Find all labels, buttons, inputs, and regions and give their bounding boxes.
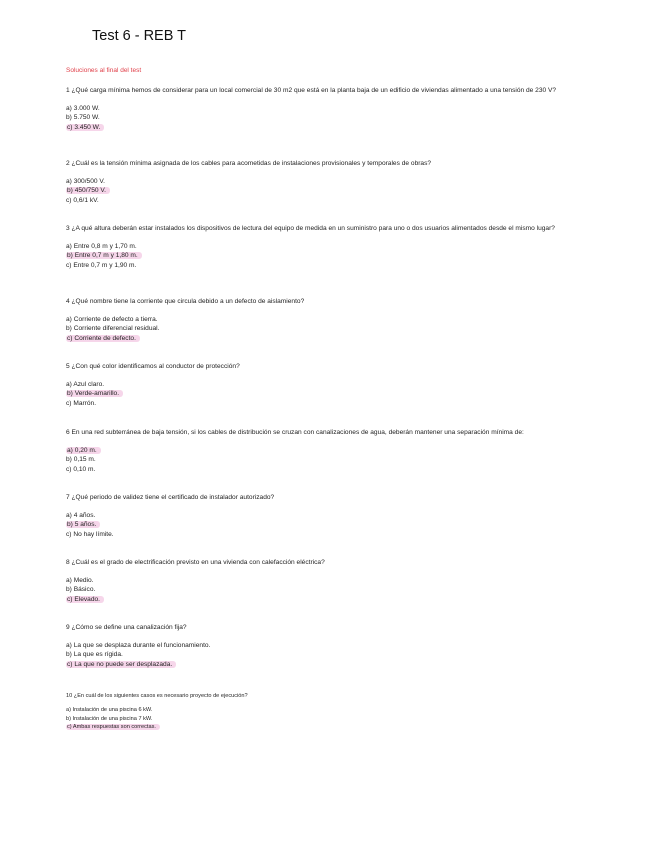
options-list (66, 706, 606, 731)
question-text: 10 ¿En cuál de los siguientes casos es necesario proyecto de ejecución? (66, 693, 248, 699)
option-b: b) Básico. (66, 586, 96, 594)
option-c: c) Entre 0,7 m y 1,90 m. (66, 261, 137, 269)
question-text: 2 ¿Cuál es la tensión mínima asignada de los cables para acometidas de instalaciones provisionales y temporales de obras? (66, 160, 432, 167)
question-8 (66, 558, 606, 604)
question-text: 3 ¿A qué altura deberán estar instalados los dispositivos de lectura del equipo de medida en un suministro para uno o dos usuarios alimentados desde el mismo lugar? (66, 225, 555, 232)
question-9 (66, 623, 606, 669)
option-b-correct: b) Entre 0,7 m y 1,80 m. (66, 251, 606, 261)
option-c: c) No hay límite. (66, 530, 114, 538)
question-2 (66, 159, 606, 205)
question-text: 7 ¿Qué periodo de validez tiene el certificado de instalador autorizado? (66, 494, 275, 501)
options-list (66, 380, 606, 409)
question-text: 1 ¿Qué carga mínima hemos de considerar para un local comercial de 30 m2 que está en la planta baja de un edificio de viviendas alimentado a una tensión de 230 V? (66, 87, 557, 94)
question-10 (66, 692, 606, 732)
question-1 (66, 86, 606, 132)
option-a: a) Entre 0,8 m y 1,70 m. (66, 242, 137, 250)
option-a: a) Instalación de una piscina 6 kW. (66, 707, 153, 714)
option-b-correct: b) 450/750 V. (66, 186, 606, 196)
option-a: a) Medio. (66, 576, 94, 584)
option-c-correct: c) Corriente de defecto. (66, 334, 606, 344)
question-4 (66, 297, 606, 343)
option-c-correct: c) 3.450 W. (66, 123, 606, 133)
option-b: b) Instalación de una piscina 7 kW. (66, 715, 153, 722)
option-a: a) La que se desplaza durante el funcionamiento. (66, 641, 211, 649)
question-6 (66, 428, 606, 474)
option-a: a) 3.000 W. (66, 104, 100, 112)
question-text: 5 ¿Con qué color identificamos al conductor de protección? (66, 363, 240, 370)
option-b: b) 5.750 W. (66, 114, 100, 122)
option-c-correct: c) La que no puede ser desplazada. (66, 660, 606, 670)
options-list (66, 511, 606, 540)
options-list (66, 177, 606, 206)
question-5 (66, 362, 606, 408)
question-7 (66, 493, 606, 539)
option-b-correct: b) Verde-amarillo. (66, 389, 606, 399)
option-c: c) 0,6/1 kV. (66, 196, 99, 204)
option-c: c) Marrón. (66, 399, 97, 407)
options-list (66, 576, 606, 605)
option-c: c) 0,10 m. (66, 465, 96, 473)
page-title: Test 6 - REB T (92, 28, 187, 44)
option-a: a) Azul claro. (66, 380, 105, 388)
option-b: b) 0,15 m. (66, 456, 96, 464)
question-text: 9 ¿Cómo se define una canalización fija? (66, 624, 187, 631)
option-a: a) 300/500 V. (66, 177, 105, 185)
question-text: 4 ¿Qué nombre tiene la corriente que circula debido a un defecto de aislamiento? (66, 298, 305, 305)
option-a-correct: a) 0,20 m. (66, 446, 606, 456)
options-list (66, 315, 606, 344)
options-list (66, 446, 606, 475)
question-text: 6 En una red subterránea de baja tensión, si los cables de distribución se cruzan con canalizaciones de agua, deberán mantener una separación mínima de: (66, 429, 524, 436)
options-list (66, 641, 606, 670)
option-c-correct: c) Ambas respuestas son correctas. (66, 723, 606, 731)
option-a: a) 4 años. (66, 511, 96, 519)
options-list (66, 104, 606, 133)
option-b-correct: b) 5 años. (66, 520, 606, 530)
question-text: 8 ¿Cuál es el grado de electrificación previsto en una vivienda con calefacción eléctrica? (66, 559, 325, 566)
option-b: b) La que es rígida. (66, 651, 123, 659)
option-c-correct: c) Elevado. (66, 595, 606, 605)
question-3 (66, 224, 606, 270)
option-b: b) Corriente diferencial residual. (66, 325, 160, 333)
option-a: a) Corriente de defecto a tierra. (66, 315, 158, 323)
solutions-note: Soluciones al final del test (66, 67, 142, 74)
options-list (66, 242, 606, 271)
